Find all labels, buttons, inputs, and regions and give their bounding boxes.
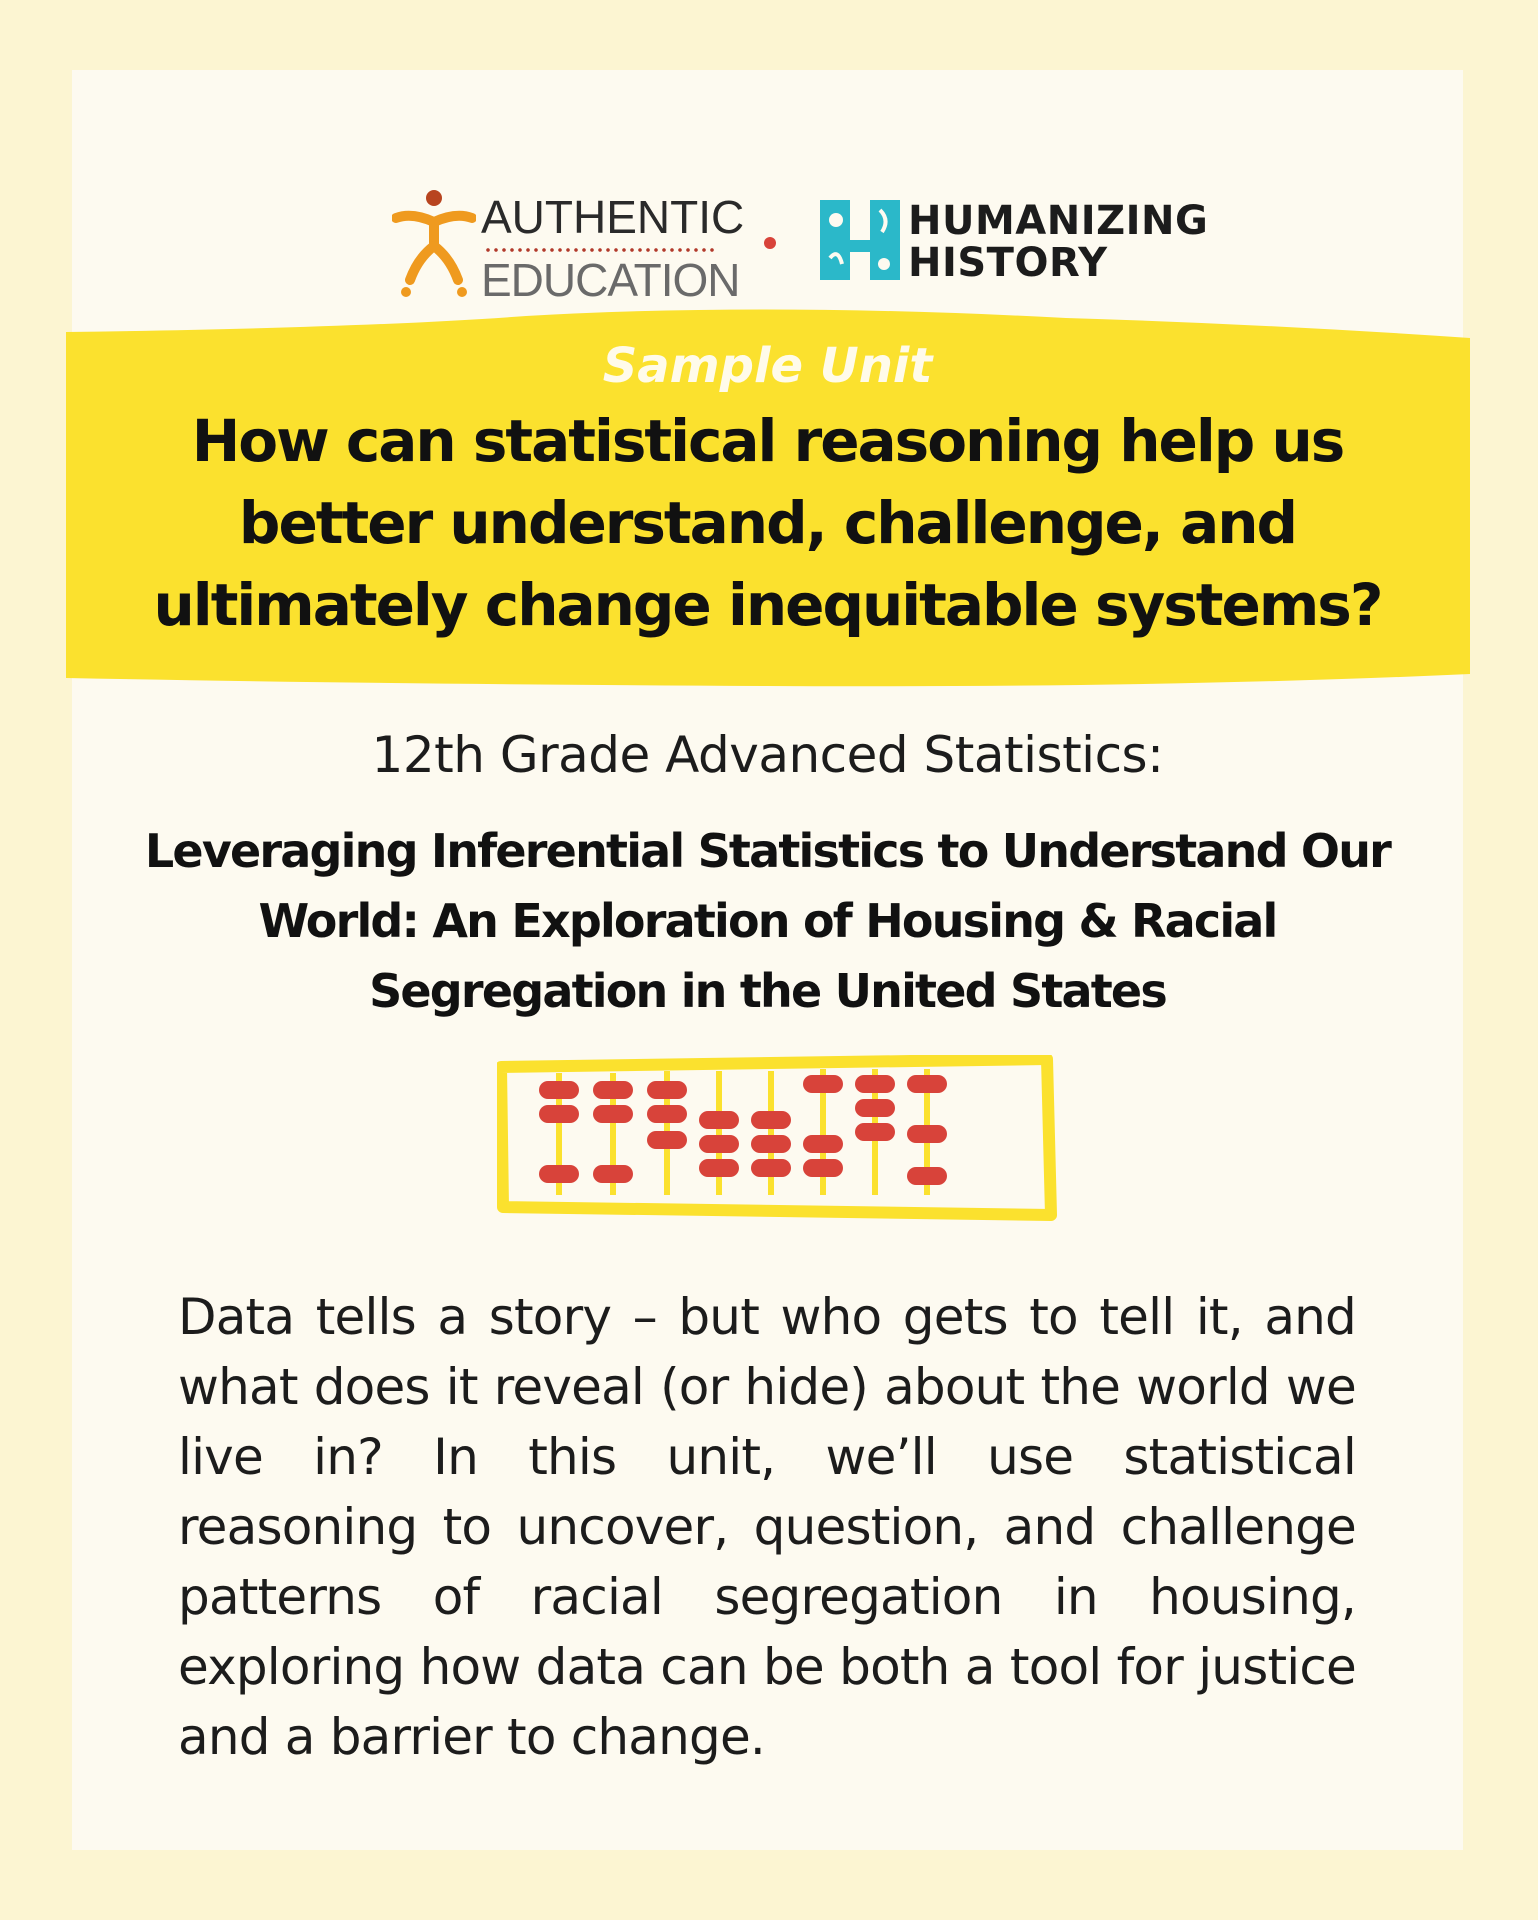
education-text: EDUCATION — [481, 254, 740, 306]
logo-bar — [72, 178, 1463, 306]
unit-description: Data tells a story – but who gets to tell it, and what does it reveal (or hide) about the world we live in? In this unit, we’ll use statistical reasoning to uncover, question, and challenge patterns of racial segregation in housing, exploring how data can be both a tool for justice and a barrier to change. — [178, 1288, 1356, 1766]
sample-unit-label: Sample Unit — [602, 338, 933, 394]
authentic-text: AUTHENTIC — [481, 191, 745, 243]
banner-content — [72, 338, 1463, 646]
content-card — [72, 70, 1463, 1850]
humanizing-history-logo — [820, 200, 1220, 290]
abacus-icon — [497, 1055, 1057, 1225]
grade-course-title: 12th Grade Advanced Statistics: — [371, 726, 1164, 784]
dotted-divider — [484, 247, 716, 253]
humanizing-text: HUMANIZING — [908, 198, 1209, 244]
hh-monogram-icon — [820, 200, 900, 280]
authentic-education-wordmark — [481, 191, 745, 306]
unit-title: Leveraging Inferential Statistics to Understand Our World: An Exploration of Housing & Racial Segregation in the United States — [144, 824, 1391, 1018]
driving-question: How can statistical reasoning help us better understand, challenge, and ultimately change inequitable systems? — [153, 407, 1382, 639]
history-text: HISTORY — [908, 240, 1108, 286]
separator-dot — [764, 237, 776, 249]
authentic-education-logo — [392, 178, 745, 306]
person-figure-icon — [392, 188, 476, 298]
humanizing-history-wordmark — [908, 200, 1208, 284]
